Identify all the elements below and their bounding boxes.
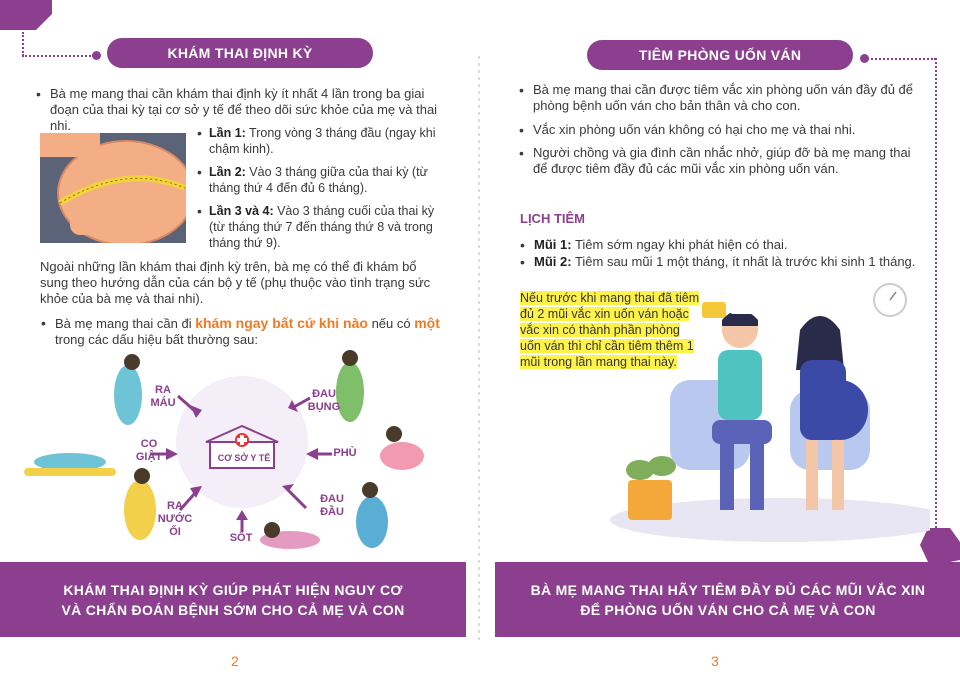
banner-line: ĐỂ PHÒNG UỐN VÁN CHO CẢ MẸ VÀ CON [580, 602, 876, 618]
urgent-signs-intro: • Bà mẹ mang thai cần đi khám ngay bất cứ khi nào nếu có một trong các dấu hiệu bất thường sau: [55, 315, 445, 348]
sign-bleeding: RA MÁU [150, 384, 176, 409]
belly-measuring-illustration [40, 133, 186, 243]
note-line: vắc xin có thành phần phòng [520, 323, 680, 337]
tetanus-bullet-1: • Bà mẹ mang thai cần được tiêm vắc xin phòng uốn ván đầy đủ để phòng bệnh uốn ván cho bản thân và cho con. [533, 82, 928, 114]
sign-fever: SỐT [229, 532, 253, 544]
sign-seizure: CO GIẬT [135, 438, 163, 463]
visit-3-4: • Lần 3 và 4: Vào 3 tháng cuối của thai kỳ (từ tháng thứ 7 đến tháng thứ 8 và trong tháng thứ 9). [209, 203, 444, 251]
health-facility-label: CƠ SỞ Y TẾ [217, 453, 271, 463]
speech-bubble-icon [702, 302, 726, 318]
sign-amniotic-leak: RA NƯỚC ỐI [157, 500, 193, 538]
tetanus-bullet-3: • Người chồng và gia đình cần nhắc nhở, giúp đỡ bà mẹ mang thai để được tiêm đầy đủ các mũi vắc xin phòng uốn ván. [533, 145, 928, 177]
banner-line: BÀ MẸ MANG THAI HÃY TIÊM ĐẦY ĐỦ CÁC MŨI VẮC XIN [530, 582, 926, 598]
intro-paragraph: • Bà mẹ mang thai cần khám thai định kỳ ít nhất 4 lần trong ba giai đoạn của thai kỳ tại cơ sở y tế để theo dõi sức khỏe của mẹ và thai nhi. [50, 86, 445, 134]
sign-headache: ĐAU ĐẦU [320, 493, 344, 518]
note-line: đủ 2 mũi vắc xin uốn ván hoặc [520, 307, 689, 321]
page-number: 3 [711, 653, 719, 669]
note-line: Nếu trước khi mang thai đã tiêm [520, 291, 700, 305]
dose-1: • Mũi 1: Tiêm sớm ngay khi phát hiện có thai. [534, 237, 924, 253]
visit-2: • Lần 2: Vào 3 tháng giữa của thai kỳ (từ tháng thứ 4 đến đủ 6 tháng). [209, 164, 444, 196]
left-summary-banner [0, 562, 466, 637]
section-header-tetanus: TIÊM PHÒNG UỐN VÁN [587, 40, 853, 70]
banner-line: VÀ CHẨN ĐOÁN BỆNH SỚM CHO CẢ MẸ VÀ CON [61, 602, 405, 618]
note-line: mũi trong lần mang thai này. [520, 355, 677, 369]
corner-hexagon-top-left [0, 0, 52, 30]
vaccination-illustration [600, 280, 930, 550]
sign-edema: PHÙ [333, 447, 357, 459]
dotted-line [22, 32, 24, 56]
right-summary-banner [495, 562, 960, 637]
schedule-title: LỊCH TIÊM [520, 211, 585, 226]
dot-ornament [860, 54, 869, 63]
dotted-line [864, 58, 936, 60]
sign-abdominal-pain: ĐAU BỤNG [307, 388, 341, 413]
note-line: uốn ván thì chỉ cần tiêm thêm 1 [520, 339, 694, 353]
visit-1: • Lần 1: Trong vòng 3 tháng đầu (ngay khi chậm kinh). [209, 125, 444, 157]
dot-ornament [92, 51, 101, 60]
section-header-prenatal: KHÁM THAI ĐỊNH KỲ [107, 38, 373, 68]
extra-visits-paragraph: Ngoài những lần khám thai định kỳ trên, bà mẹ có thể đi khám bổ sung theo hướng dẫn của cán bộ y tế (phụ thuộc vào tình trạng sức khỏe của bà mẹ và thai nhi). [40, 259, 431, 306]
banner-line: KHÁM THAI ĐỊNH KỲ GIÚP PHÁT HIỆN NGUY CƠ [63, 582, 403, 598]
dose-2: • Mũi 2: Tiêm sau mũi 1 một tháng, ít nhất là trước khi sinh 1 tháng. [534, 254, 924, 270]
tetanus-bullet-2: • Vắc xin phòng uốn ván không có hại cho mẹ và thai nhi. [533, 122, 928, 138]
dotted-line [22, 55, 94, 57]
page-number: 2 [231, 653, 239, 669]
dotted-line [935, 58, 937, 528]
